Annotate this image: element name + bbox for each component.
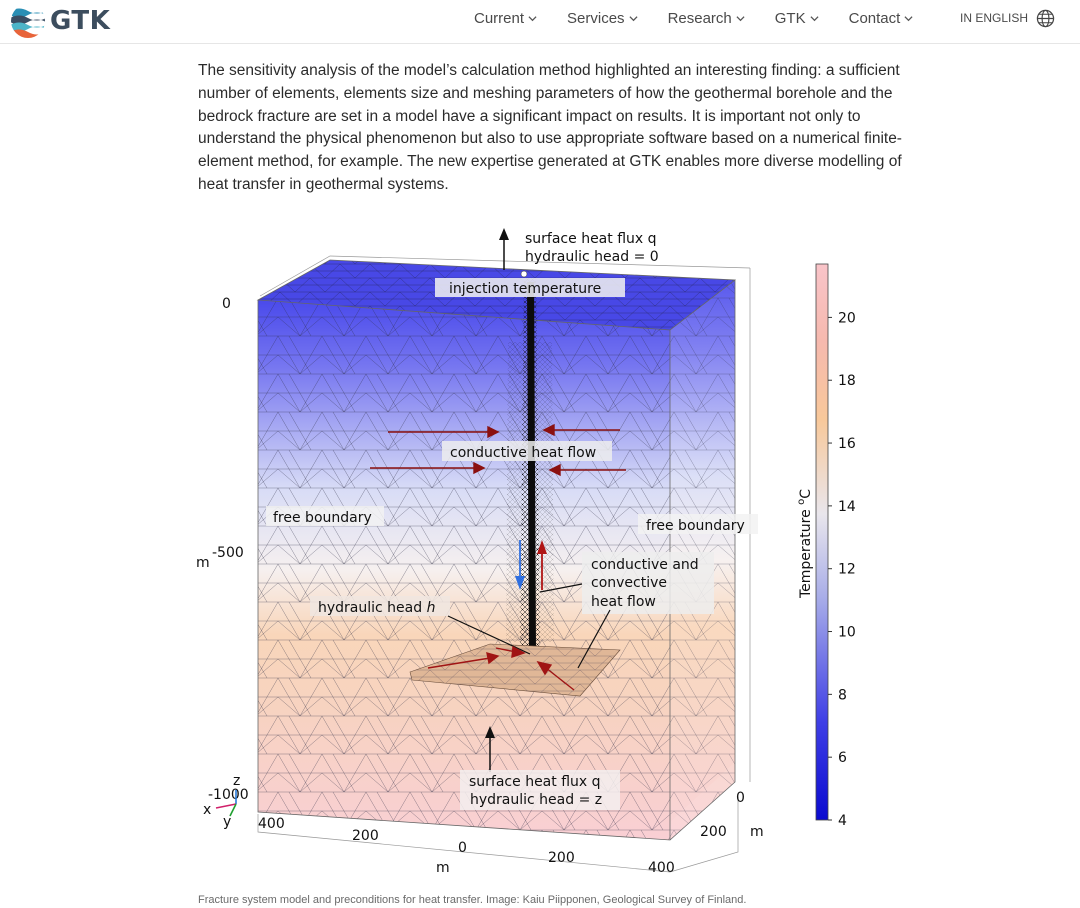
colorbar-tick-label: 20	[838, 310, 856, 327]
label-conv-3: heat flow	[591, 594, 656, 610]
nav-label: Contact	[848, 9, 901, 27]
gtk-logo[interactable]	[10, 3, 110, 39]
label-conductive: conductive heat flow	[450, 445, 597, 461]
chevron-down-icon	[810, 14, 819, 23]
label-bottom-flux: surface heat flux q	[469, 774, 601, 790]
nav-label: Current	[474, 9, 525, 27]
language-switcher[interactable]	[960, 8, 1055, 28]
x-tick-400-left: 400	[258, 816, 285, 832]
colorbar-tick-label: 16	[838, 436, 856, 453]
article-paragraph: The sensitivity analysis of the model’s calculation method highlighted an interesting finding: a sufficient number of elements, elements size and meshing parameters of how the geothermal borehole and the bedrock fracture are set in a model have a significant impact on results. It is important not only to understand the physical phenomenon but also to use appropriate software based on a numerical finite-element method, for example. The new expertise generated at GTK enables more diverse modelling of heat transfer in geothermal systems.	[198, 62, 902, 193]
label-free-left: free boundary	[273, 510, 372, 526]
y-tick-200: 200	[700, 824, 727, 840]
colorbar-tick-label: 14	[838, 498, 856, 515]
site-header	[0, 0, 1080, 44]
x-tick-200-right: 200	[548, 850, 575, 866]
nav-current[interactable]	[474, 10, 537, 27]
colorbar-tick-label: 6	[838, 750, 847, 767]
chevron-down-icon	[904, 14, 913, 23]
x-tick-200-left: 200	[352, 828, 379, 844]
gtk-logo-icon	[10, 3, 46, 39]
z-tick-0: 0	[222, 296, 231, 312]
z-tick-500: -500	[212, 545, 244, 561]
nav-services[interactable]	[567, 10, 638, 27]
chevron-down-icon	[629, 14, 638, 23]
globe-icon	[1036, 9, 1055, 28]
colorbar-tick-label: 8	[838, 687, 847, 704]
x-unit: m	[436, 860, 450, 876]
z-unit: m	[196, 555, 210, 571]
nav-gtk[interactable]	[775, 10, 819, 27]
triad-y: y	[223, 814, 232, 830]
nav-label: Research	[667, 9, 732, 27]
nav-label: Services	[567, 9, 625, 27]
label-conv-2: convective	[591, 575, 668, 591]
injection-point	[521, 271, 527, 277]
brand-name: GTK	[50, 6, 111, 36]
nav-label: GTK	[774, 9, 806, 27]
colorbar-tick-label: 4	[838, 813, 847, 829]
triad-z: z	[233, 773, 241, 789]
colorbar-title: Temperature $^o$C	[796, 488, 814, 598]
nav-research[interactable]	[668, 10, 745, 27]
colorbar-tick-label: 10	[838, 624, 856, 641]
triad-x: x	[203, 802, 212, 818]
language-label: IN ENGLISH	[960, 11, 1029, 25]
x-tick-0: 0	[458, 840, 467, 856]
label-top-flux: surface heat flux q	[525, 231, 657, 247]
figure-caption: Fracture system model and preconditions for heat transfer. Image: Kaiu Piipponen, Geological Survey of Finland.	[198, 894, 747, 906]
main-nav	[474, 0, 913, 36]
z-tick-1000: -1000	[208, 787, 249, 803]
nav-contact[interactable]	[849, 10, 914, 27]
label-hydraulic: hydraulic head h	[318, 600, 436, 616]
label-bottom-head: hydraulic head = z	[470, 792, 603, 808]
label-injection: injection temperature	[449, 281, 602, 297]
chevron-down-icon	[736, 14, 745, 23]
colorbar	[816, 264, 828, 820]
y-unit: m	[750, 824, 764, 840]
label-conv-1: conductive and	[591, 557, 699, 573]
borehole-refined-mesh	[506, 342, 554, 642]
label-free-right: free boundary	[646, 518, 745, 534]
colorbar-tick-label: 12	[838, 561, 856, 578]
fracture-model-figure	[190, 222, 890, 882]
colorbar-tick-label: 18	[838, 373, 856, 390]
x-tick-400-right: 400	[648, 860, 675, 876]
label-top-head: hydraulic head = 0	[525, 249, 659, 265]
top-flux-arrowhead	[499, 228, 509, 240]
y-tick-0: 0	[736, 790, 745, 806]
chevron-down-icon	[528, 14, 537, 23]
colorbar-ticks	[828, 310, 856, 829]
